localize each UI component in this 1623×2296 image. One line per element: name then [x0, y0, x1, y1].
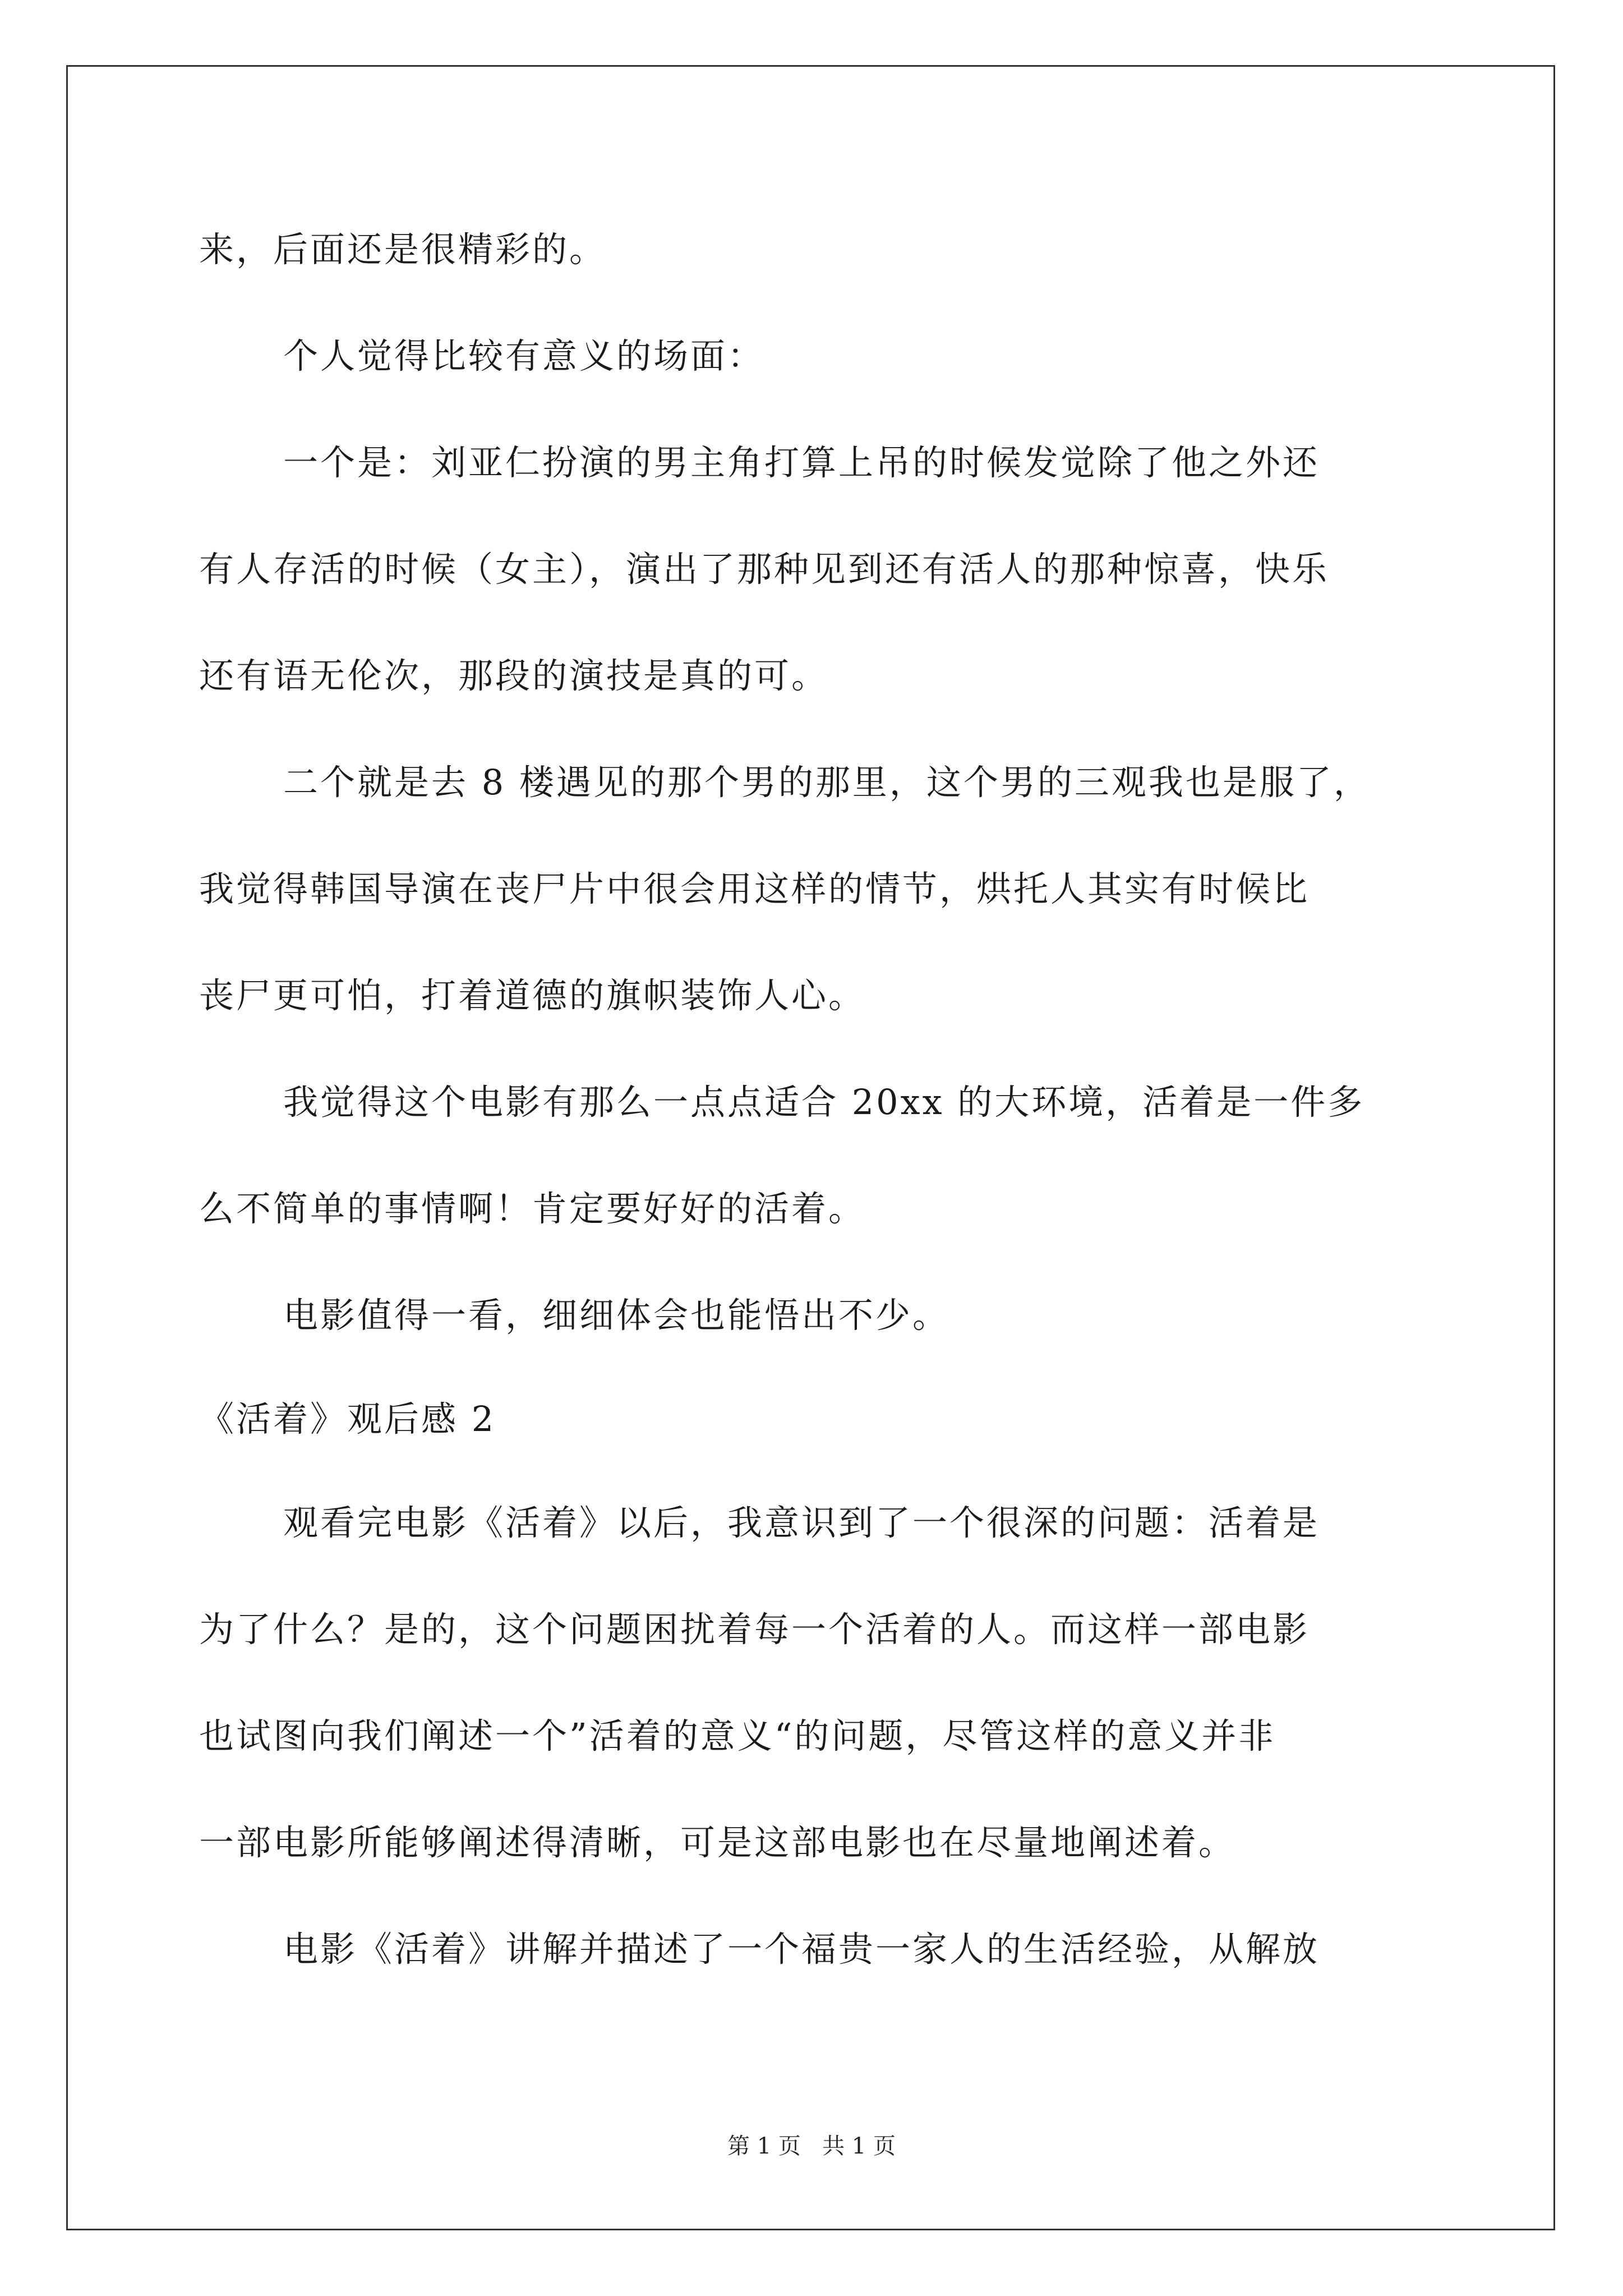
body-line: 也试图向我们阐述一个”活着的意义“的问题，尽管这样的意义并非	[199, 1715, 1276, 1756]
body-line: 电影《活着》讲解并描述了一个福贵一家人的生活经验，从解放	[283, 1929, 1320, 1970]
body-line: 一部电影所能够阐述得清晰，可是这部电影也在尽量地阐述着。	[199, 1822, 1236, 1863]
page-number: 第 1 页 共 1 页	[727, 2133, 896, 2159]
body-line: 二个就是去 8 楼遇见的那个男的那里，这个男的三观我也是服了，	[283, 762, 1371, 803]
body-line: 丧尸更可怕，打着道德的旗帜装饰人心。	[199, 975, 866, 1016]
body-line: 为了什么？是的，这个问题困扰着每一个活着的人。而这样一部电影	[199, 1609, 1310, 1650]
body-line: 有人存活的时候（女主），演出了那种见到还有活人的那种惊喜，快乐	[199, 549, 1330, 590]
body-line: 观看完电影《活着》以后，我意识到了一个很深的问题：活着是	[283, 1502, 1320, 1543]
body-line: 还有语无伦次，那段的演技是真的可。	[199, 655, 829, 696]
body-line: 电影值得一看，细细体会也能悟出不少。	[283, 1295, 950, 1336]
body-line: 个人觉得比较有意义的场面：	[283, 335, 765, 376]
body-line: 我觉得这个电影有那么一点点适合 20xx 的大环境，活着是一件多	[283, 1082, 1365, 1122]
body-line: 来，后面还是很精彩的。	[199, 229, 607, 270]
page-border	[66, 65, 1555, 2230]
body-line: 我觉得韩国导演在丧尸片中很会用这样的情节，烘托人其实有时候比	[199, 868, 1310, 909]
section-heading: 《活着》观后感 2	[199, 1398, 496, 1439]
body-line: 一个是：刘亚仁扮演的男主角打算上吊的时候发觉除了他之外还	[283, 442, 1320, 483]
body-line: 么不简单的事情啊！肯定要好好的活着。	[199, 1188, 866, 1229]
